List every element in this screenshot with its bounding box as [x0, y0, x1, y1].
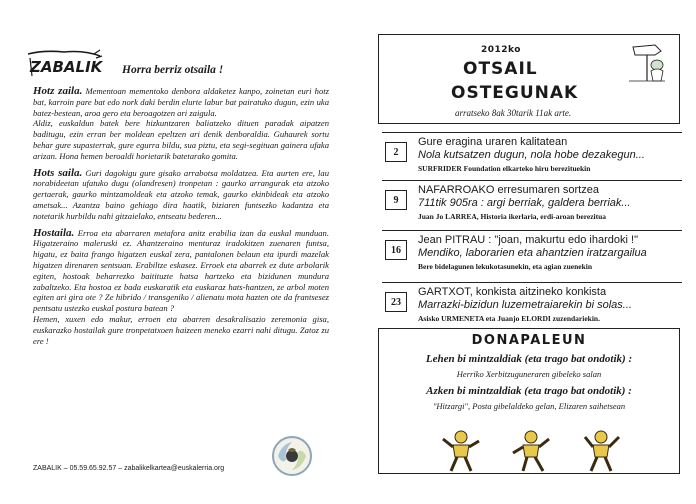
event-day-number: 23 — [385, 292, 407, 312]
venue-second-heading: Azken bi mintzaldiak (eta trago bat ondotik) : — [426, 385, 632, 397]
article-body — [33, 86, 329, 346]
paragraph-text: Hemen, xuxen edo makur, erroen eta abarren desakralisazio zeremonia gisa, euskarazko hostailak gure tronpetatxoen haizeen meneko ezarri nahi ditugu. Zatoz zu ere ! — [33, 313, 329, 346]
event-credit: Asisko URMENETA eta Juanjo ELORDI zuzendariekin. — [418, 314, 600, 323]
divider — [382, 180, 682, 181]
venue-first-place: Herriko Xerbitzuguneraren gibeleko salan — [456, 369, 602, 379]
paragraph-2 — [33, 118, 329, 161]
divider — [382, 282, 682, 283]
divider — [382, 230, 682, 231]
event-credit: Juan Jo LARREA, Historia ikerlaria, erdi-aroan berezitua — [418, 212, 607, 221]
title-otsail: OTSAIL — [463, 59, 538, 79]
paragraph-text: Aldiz, euskaldun batek bere hizkuntzaren baliatzeko dituen paradak aipatzen baditugu, ezin erran ber moldean epeltzen ari denik denboraldia. Guhaurek sortu behar gure supasterrak, gure egurra bildu, sua piztu, eta segi-segituan gainera ufaka arizan. Hona hemen beroaldi horietarik batetarako gomita. — [33, 118, 329, 161]
paragraph-5 — [33, 314, 329, 346]
divider — [382, 132, 682, 133]
zabalik-logo — [24, 48, 104, 82]
venue-second-place: "Hitzargi", Posta gibelaldeko gelan, Elizaren saihetsean — [432, 401, 626, 411]
event-day-number: 16 — [385, 240, 407, 260]
event-subtitle: Nola kutsatzen dugun, nola hobe dezakegun... — [418, 149, 645, 161]
paragraph-lead: Hots saila. — [33, 166, 83, 179]
event-subtitle: Mendiko, laborarien eta ahantzien iratzargailua — [418, 247, 647, 259]
paragraph-1 — [33, 86, 329, 118]
venue-box — [378, 328, 680, 474]
signpost-figure-icon — [625, 41, 669, 85]
event-credit: SURFRIDER Foundation elkarteko hiru berezituekin — [418, 164, 591, 173]
event-title: GARTXOT, konkista aitzineko konkista — [418, 286, 607, 298]
venue-first-heading: Lehen bi mintzaldiak (eta trago bat ondotik) : — [425, 353, 633, 365]
svg-text:ZABALIK: ZABALIK — [30, 58, 103, 76]
paragraph-text: Erroa eta abarraren metafora anitz erabilia izan da euskal munduan. Higatzeraino maleruski ez. Ahantzeraino menturaz iradokitzen zuenaren funtsa, higatu, ez baita frango higatzen euskal zera, pantalonen belaun eta ipurdi mazelak higatzen direnaren sentsuan. Erabiltze eskasez. Erroek eta abarrek ez dute arbolarik egiten, hostoak beharrezko baitituzte hatsa hartzeko eta bizidunen mundura zabaltzeko. Eta hostoa ez bada euskaratik eta euskaraz hats-hantzen, ze arbol moten egiten ari gira ote ? Ze hibrido / transgeniko / alienatu mota hazten ote da frantsesez pentsatu ustezko euskal postura batean ? — [33, 227, 329, 314]
event-title: Gure eragina uraren kalitatean — [418, 136, 568, 148]
event-credit: Bere bidelagunen lekukotasunekin, eta agian zuenekin — [418, 262, 593, 271]
contact-footer: ZABALIK – 05.59.65.92.57 – zabalikelkartea@euskalerria.org — [33, 465, 225, 472]
paragraph-lead: Hotz zaila. — [33, 85, 83, 97]
paragraph-text: Mementoan mementoko denbora aldaketez kanpo, zoinetan euri hotz bat, karroin pare bat edo nork daki berdin elurte labur bat pairatuko dugun, ezin uka batez-bestean, aroa gero eta beroagotzen ari zaigula. — [33, 86, 329, 118]
paragraph-text: Guri dagokigu gure gisako arrabotsa moldatzea. Eta aurten ere, lau norabideetan ufatuko dugu (olandresen) tronpetan : gaurko arrangurak eta atzoko gertaerak, gaurko mintzamoldeak eta atzoko temak, gaurko ekinbideak eta atzoko ametsak... Azantza baino gehiago dira haatik, biziaren funtsezko kadantza eta notetarik hurbildu nahi gitzaielako, entseatu bederen... — [33, 167, 329, 221]
year-label: 2012ko — [481, 45, 521, 55]
event-day-number: 2 — [385, 142, 407, 162]
schedule-subtitle: arratseko 8ak 30tarik 11ak arte. — [455, 108, 572, 118]
paragraph-4 — [33, 228, 329, 314]
event-subtitle: 711tik 905ra : argi berriak, galdera berriak... — [418, 197, 631, 209]
event-title: NAFARROAKO erresumaren sortzea — [418, 184, 599, 196]
intro-heading: Horra berriz otsaila ! — [122, 64, 224, 76]
paragraph-3 — [33, 168, 329, 222]
program-header — [378, 34, 680, 124]
paragraph-lead: Hostaila. — [33, 226, 75, 239]
title-ostegunak: OSTEGUNAK — [451, 83, 579, 103]
right-page — [348, 0, 696, 504]
event-title: Jean PITRAU : "joan, makurtu edo ihardoki !" — [418, 234, 638, 246]
left-page — [0, 0, 340, 504]
dancing-figures-icon — [439, 429, 629, 473]
circle-emblem-icon — [270, 434, 314, 478]
venue-title: DONAPALEUN — [471, 333, 587, 348]
event-day-number: 9 — [385, 190, 407, 210]
event-subtitle: Marrazki-bizidun luzemetraiarekin bi solas... — [418, 299, 632, 311]
